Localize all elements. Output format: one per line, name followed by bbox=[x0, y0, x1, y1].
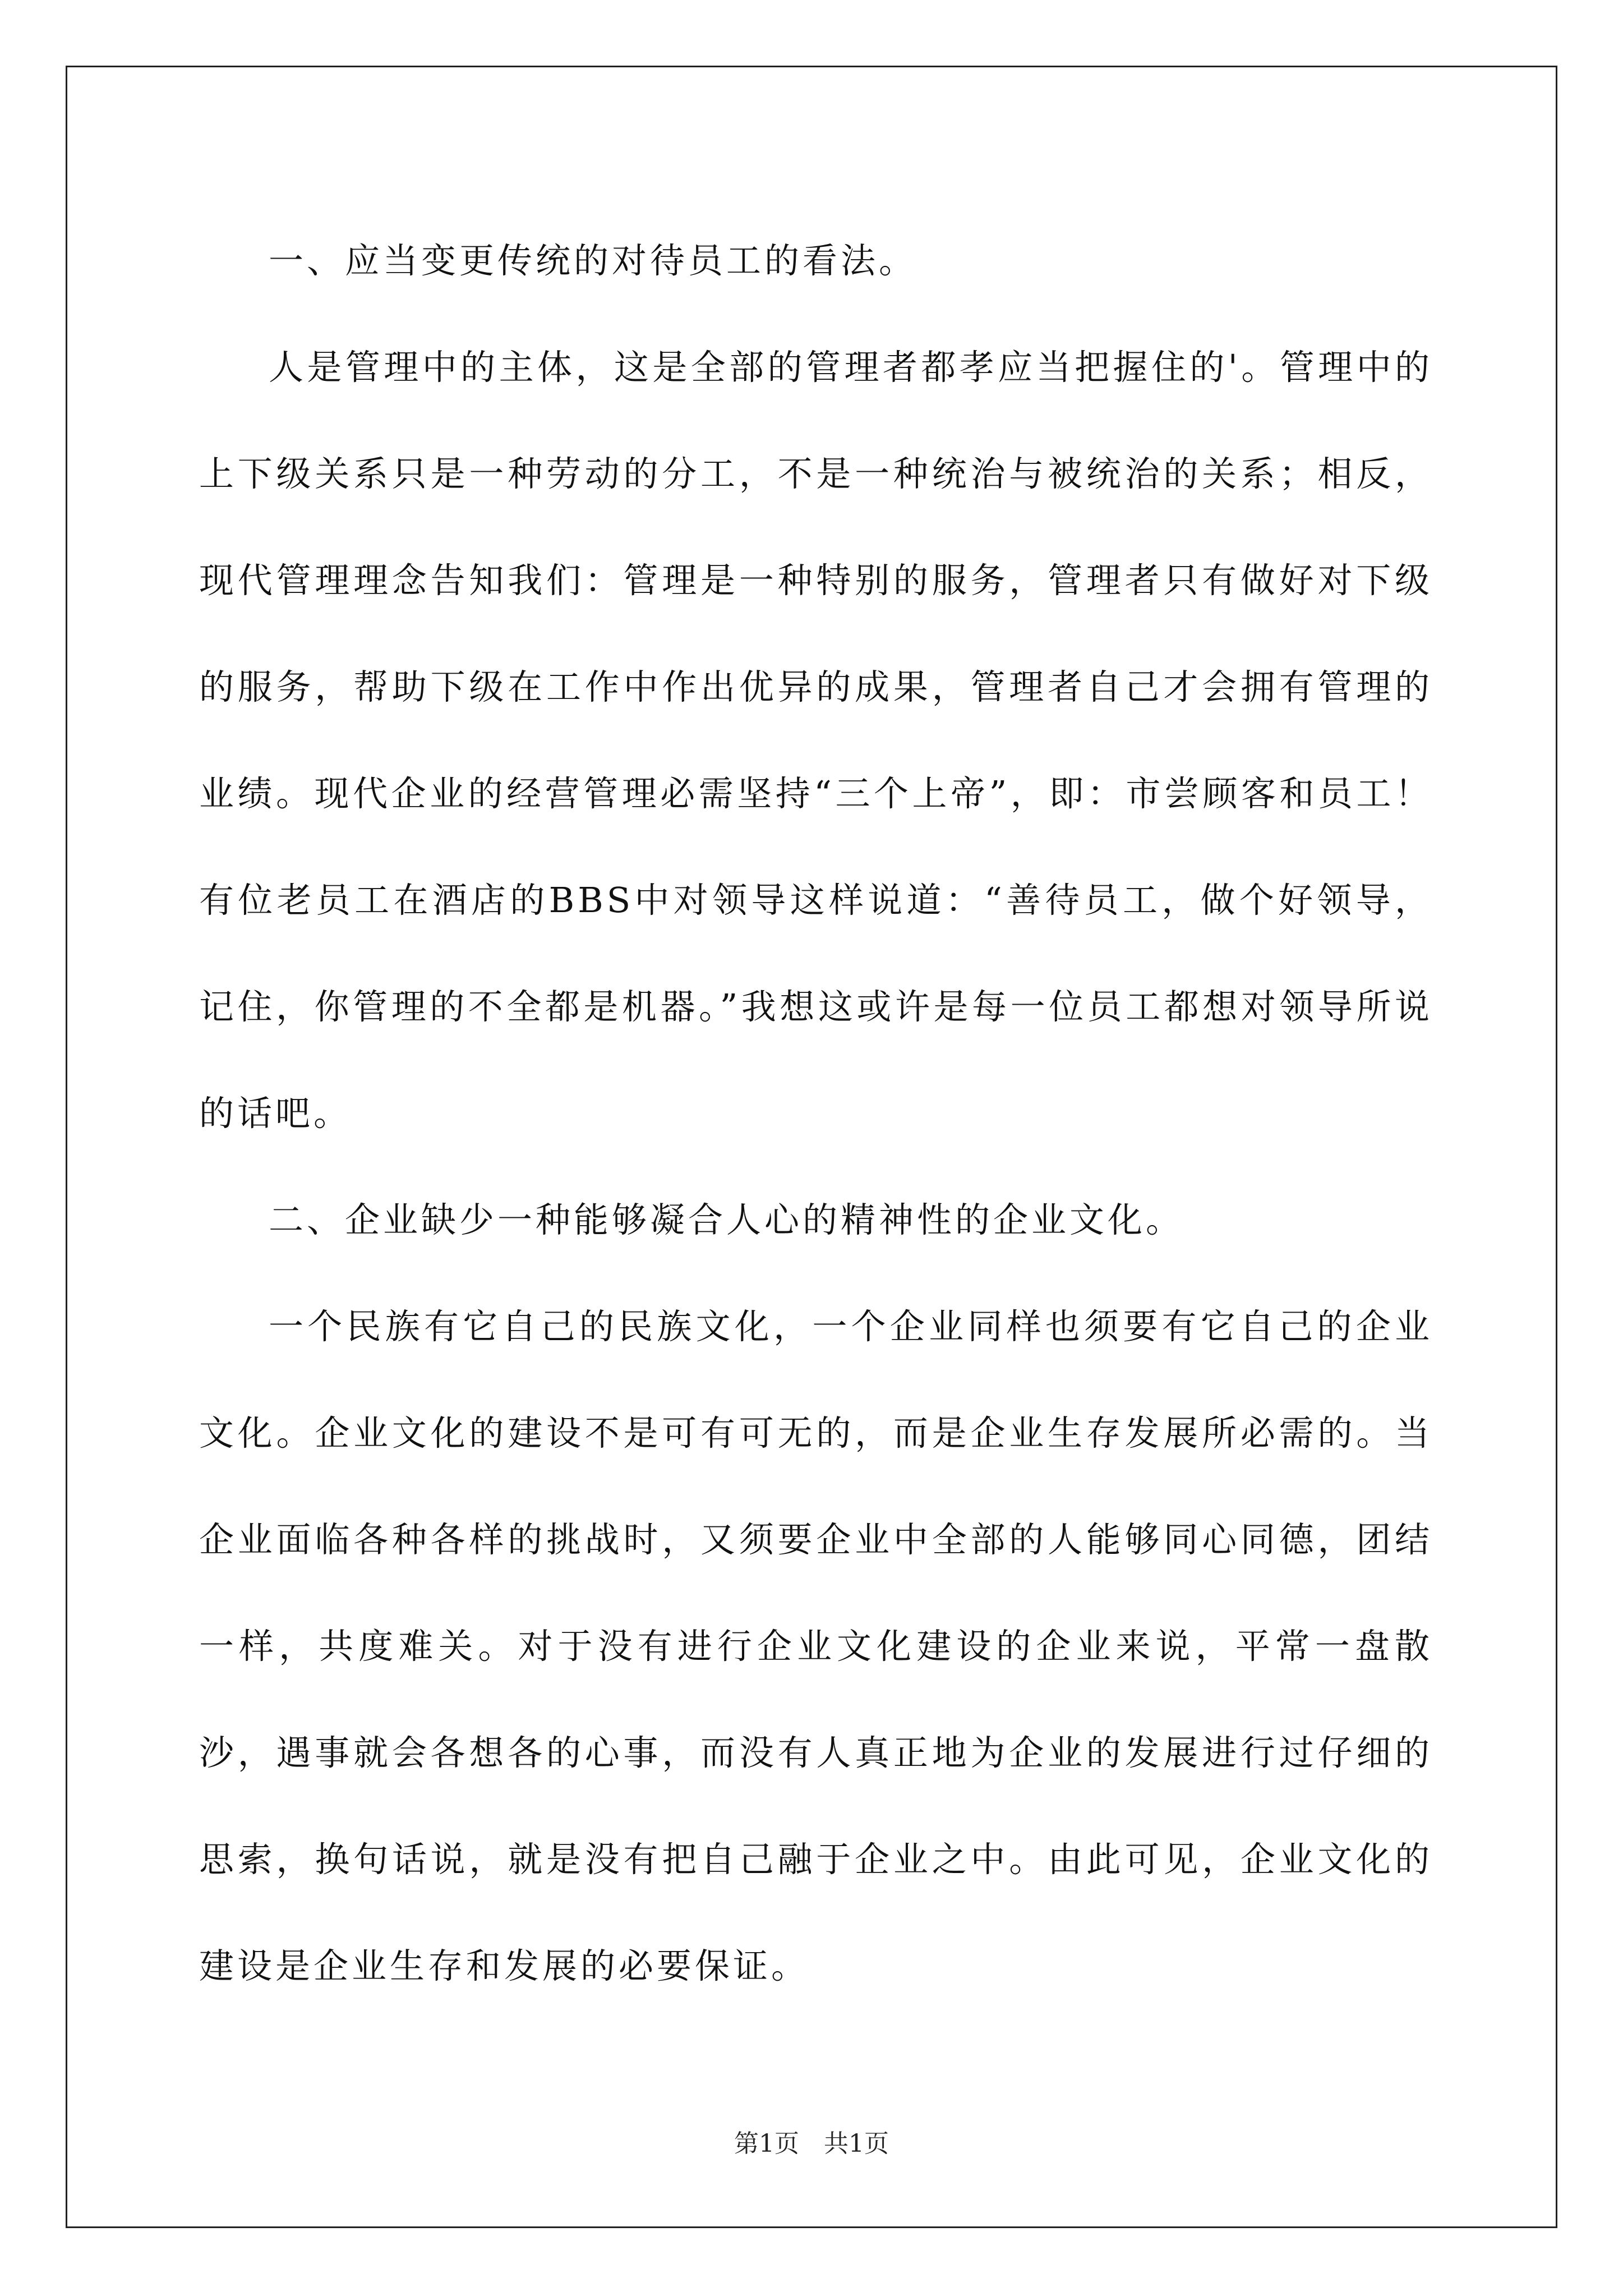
page-number-footer: 第1页 共1页 bbox=[734, 2129, 889, 2158]
heading-one: 一、应当变更传统的对待员工的看法。 bbox=[269, 240, 917, 281]
paragraph-one: 人是管理中的主体，这是全部的管理者都孝应当把握住的'。管理中的上下级关系只是一种劳动的分工，不是一种统治与被统治的关系；相反，现代管理理念告知我们：管理是一种特别的服务，管理者只有做好对下级的服务，帮助下级在工作中作出优异的成果，管理者自己才会拥有管理的业绩。现代企业的经营管理必需坚持“三个上帝”，即：市尝顾客和员工！有位老员工在酒店的BBS中对领导这样说道：“善待员工，做个好领导，记住，你管理的不全都是机器。”我想这或许是每一位员工都想对领导所说的话吧。 bbox=[199, 347, 1433, 1134]
paragraph-two: 一个民族有它自己的民族文化，一个企业同样也须要有它自己的企业文化。企业文化的建设不是可有可无的，而是企业生存发展所必需的。当企业面临各种各样的挑战时，又须要企业中全部的人能够同心同德，团结一样，共度难关。对于没有进行企业文化建设的企业来说，平常一盘散沙，遇事就会各想各的心事，而没有人真正地为企业的发展进行过仔细的思索，换句话说，就是没有把自己融于企业之中。由此可见，企业文化的建设是企业生存和发展的必要保证。 bbox=[199, 1306, 1433, 1986]
document-body bbox=[199, 208, 1433, 2019]
heading-two: 二、企业缺少一种能够凝合人心的精神性的企业文化。 bbox=[269, 1199, 1184, 1240]
